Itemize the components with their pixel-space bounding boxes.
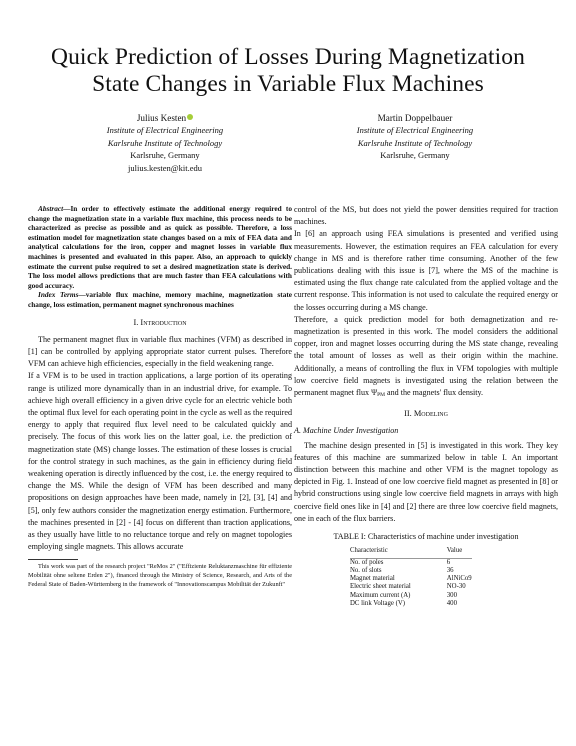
paragraph: control of the MS, but does not yield the power densities required for traction machines. — [294, 205, 558, 227]
paragraph-text: Therefore, a quick prediction model for both demagnetization and re-magnetization is presented in this work. The model considers the additional copper, iron and magnet losses occurring during the MS state change, revealing the total amount of losses as well as their origin within the machine. Additionally, a means of controlling the flux in VFM topologies with multiple low coercive field magnets is investigated using the relation between the permanent magnet flux Ψ — [294, 314, 558, 398]
left-column — [28, 204, 292, 589]
table-cell: Magnet material — [350, 575, 395, 583]
author-block-1 — [40, 112, 290, 174]
paper-title: Quick Prediction of Losses During Magnetization State Changes in Variable Flux Machines — [51, 44, 525, 97]
footnote-divider — [28, 559, 78, 560]
index-terms — [28, 290, 292, 309]
author-email[interactable]: julius.kesten@kit.edu — [128, 162, 202, 173]
footnote: This work was part of the research project "ReMos 2" ("Effiziente Reluktanzmaschine für effiziente Mobilität ohne seltene Erden 2"), financed through the Ministry of Science, Research, and Arts of the Federal State of Baden-Württemberg in the framework of "Innovationscampus Mobilität der Zukunft" — [28, 563, 292, 588]
author-institution: Karlsruhe Institute of Technology — [107, 137, 223, 148]
subsection-heading: A. Machine Under Investigation — [294, 426, 399, 436]
table-cell: 400 — [446, 600, 457, 608]
characteristics-table — [350, 547, 472, 608]
author-city: Karlsruhe, Germany — [130, 150, 200, 161]
paragraph: In [6] an approach using FEA simulations is presented and verified using measurements. However, the estimation requires an FEA calculation for every change in MS and is therefore rather time consuming. Another of the few publications dealing with this issue is [7], where the MS of the machine is estimated using the flux change rate calculated from the applied voltage and the current response. This information is not used to calculate the required energy or the losses occurring during a MS change. — [294, 229, 558, 312]
table-row — [350, 600, 472, 608]
right-column — [294, 204, 558, 608]
author-city: Karlsruhe, Germany — [380, 150, 450, 161]
author-dept: Institute of Electrical Engineering — [356, 125, 474, 136]
table-cell: 300 — [446, 591, 457, 599]
table-header-cell: Characteristic — [350, 547, 411, 558]
author-dept: Institute of Electrical Engineering — [106, 125, 224, 136]
abstract — [28, 204, 292, 290]
author-name: Martin Doppelbauer — [377, 113, 453, 123]
author-block-2 — [290, 112, 540, 162]
author-institution: Karlsruhe Institute of Technology — [357, 137, 473, 148]
subscript: PM — [377, 392, 386, 399]
abstract-label: Abstract — [38, 204, 64, 213]
table-row — [350, 575, 472, 583]
table-cell: AlNiCo9 — [446, 575, 472, 583]
table-row — [350, 592, 472, 600]
paragraph — [294, 314, 558, 401]
table-cell: 6 — [446, 558, 451, 566]
paragraph-text: and the magnets' flux density. — [385, 388, 484, 398]
table-row — [350, 583, 472, 591]
table-caption: TABLE I: Characteristics of machine under investigation — [333, 532, 519, 542]
author-name: Julius Kesten — [136, 113, 187, 123]
table-cell: DC link Voltage (V) — [350, 600, 406, 608]
section-heading-introduction: I. Introduction — [133, 317, 187, 327]
table-cell: Electric sheet material — [350, 583, 411, 591]
table-cell: No. of poles — [350, 558, 384, 566]
table-header-cell: Value — [411, 547, 472, 558]
table-cell: 36 — [446, 566, 454, 574]
index-terms-label: Index Terms — [38, 290, 79, 300]
orcid-icon[interactable] — [187, 114, 193, 120]
index-terms-text: —variable flux machine, memory machine, magnetization state change, loss estimation, permanent magnet synchronous machines — [28, 290, 293, 309]
table-cell: No. of slots — [350, 566, 382, 574]
paragraph: If a VFM is to be used in traction applications, a large portion of its operating range is utilized more dynamically than in an industrial drive, for example. To achieve high overall efficiency in a given drive cycle for an electric vehicle both the optimal flux level for each operating point in the cycle as well as the required energy to apply that required flux level need to be calculated quickly and precisely. The focus of this work lies on the latter goal, i.e. the prediction of magnetization state (MS) change losses. The estimation of these losses is crucial for the control strategy in such machines, as the gain in efficiency during field weakening operation is directly influenced by the cost, i.e. the energy required to change the MS. While the design of VFM has been described and many propositions on design approaches have been made, namely in [2], [3], [4] and [5], only few authors consider the magnetization energy estimation. Furthermore, the machines presented in [2] - [4] focus on different than traction applications, as they usually have little to no reluctance torque and rely on magnet topologies employing single magnets. This allows accurate — [28, 371, 292, 552]
paragraph: The permanent magnet flux in variable flux machines (VFM) as described in [1] can be controlled by applying appropriate stator current pulses. Therefore VFM can achieve high efficiencies, especially in the field weakening range. — [28, 334, 292, 369]
table-header-row — [350, 547, 472, 558]
abstract-text: —In order to effectively estimate the additional energy required to change the magnetization state in a variable flux machine, this process needs to be characterized as precise as possible and as quick as possible. Therefore, a loss estimation model for magnetization state changes based on a mix of FEA data and analytical calculations for the iron, copper and magnet losses in variable flux machines is presented and evaluated in this paper. Also, an approach to quickly estimate the current pulse required to set a desired magnetization state is derived. The loss model allows predictions that are much faster than FEA calculations with good accuracy. — [28, 204, 292, 290]
table-cell: NO-30 — [446, 583, 466, 591]
paragraph: The machine design presented in [5] is investigated in this work. They key features of this machine are summarized below in table I. An important distinction between this machine and other VFM is the magnet topology as depicted in Fig. 1. Instead of one low coercive field magnet as presented in [8] or hybrid constructions using single low coercive field magnets in arrays with high coercive field ones like in [4] and [2] there are three low coercive field magnets, one in each of the flux barriers. — [294, 440, 558, 523]
section-heading-modeling: II. Modeling — [404, 409, 448, 419]
table-row — [350, 567, 472, 575]
table-cell: Maximum current (A) — [350, 591, 411, 599]
table-row — [350, 558, 472, 567]
